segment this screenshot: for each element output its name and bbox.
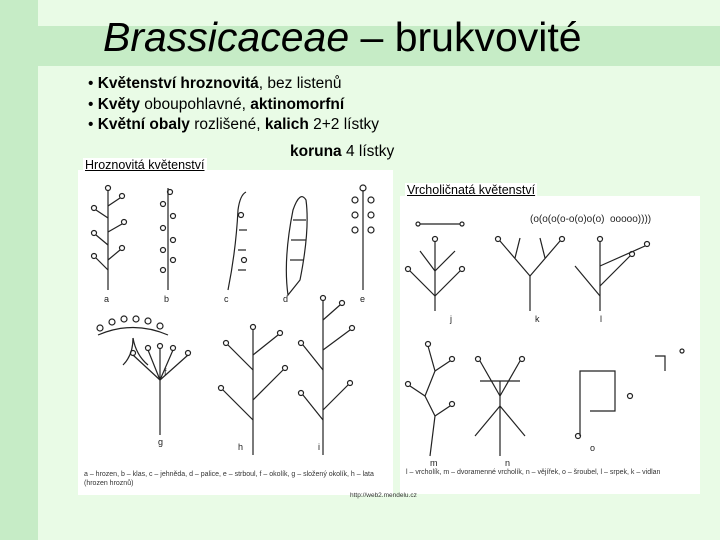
spadix-drawing (286, 197, 307, 295)
cymose-inflorescence-drawings (400, 196, 700, 494)
bullet-3-continuation: koruna 4 lístky (290, 143, 395, 160)
title-czech: – brukvovité (360, 14, 582, 60)
figure-letter-m: m (430, 458, 438, 468)
bullet-3: • Květní obaly rozlišené, kalich 2+2 lístky (88, 116, 380, 133)
figure-letter-j: j (450, 314, 452, 324)
left-figure-panel (78, 170, 393, 495)
figure-letter-c: c (224, 294, 229, 304)
raceme-drawing (92, 186, 127, 291)
figure-letter-e: e (360, 294, 366, 304)
dichasium-drawing (496, 237, 565, 312)
rhipidium-drawing (475, 357, 525, 457)
svg-text:(o(o(o(o-o(o)o(o): (o(o(o(o-o(o)o(o) (530, 214, 605, 225)
bostryx-drawing (406, 342, 455, 457)
bullet-1: • Květenství hroznovitá, bez listenů (88, 75, 342, 92)
source-url: http://web2.mendelu.cz (350, 492, 417, 499)
figure-letter-f: f (164, 367, 167, 377)
panicle-drawing (219, 325, 288, 456)
figure-letter-h: h (238, 442, 244, 452)
figure-letter-i: i (318, 442, 320, 452)
figure-letter-b: b (164, 294, 170, 304)
bullet-2: • Květy oboupohlavné, aktinomorfní (88, 95, 345, 113)
dichasium-top-row (416, 214, 651, 226)
figure-letter-d: d (283, 294, 289, 304)
spike-drawing (161, 188, 176, 290)
figure-letter-g: g (158, 437, 164, 447)
bullet-list (88, 74, 379, 136)
head-drawing (352, 185, 374, 290)
umbel-drawing (97, 316, 168, 365)
svg-text:ooooo)))): ooooo)))) (610, 214, 652, 225)
cyme-drawing (406, 237, 465, 312)
racemose-inflorescence-drawings (78, 170, 393, 495)
helicoid-drawing (576, 349, 685, 439)
figure-letter-a: a (104, 294, 110, 304)
figure-letter-n: n (505, 458, 511, 468)
right-figure-panel (400, 196, 700, 494)
figure-letter-o: o (590, 443, 596, 453)
figure-letter-k: k (535, 314, 540, 324)
cymose-label: Vrcholičnatá květenství (407, 183, 536, 197)
thyrse-drawing (299, 296, 355, 456)
monochasium-drawing (575, 237, 650, 312)
title-latin: Brassicaceae (103, 14, 350, 60)
right-figure-caption: l – vrcholík, m – dvoramenné vrcholík, n – vějířek, o – šroubel, l – srpek, k – vidlan (406, 469, 661, 476)
slide-title (103, 14, 582, 61)
racemose-label: Hroznovitá květenství (85, 158, 205, 172)
left-accent-band (0, 0, 38, 540)
compound-umbel-drawing (131, 344, 191, 436)
catkin-drawing (228, 192, 247, 290)
figure-letter-l: l (600, 314, 602, 324)
left-figure-caption: a – hrozen, b – klas, c – jehněda, d – palice, e – strboul, f – okolík, g – složený okolík, h – lata (hrozen hroznů) (84, 471, 374, 487)
